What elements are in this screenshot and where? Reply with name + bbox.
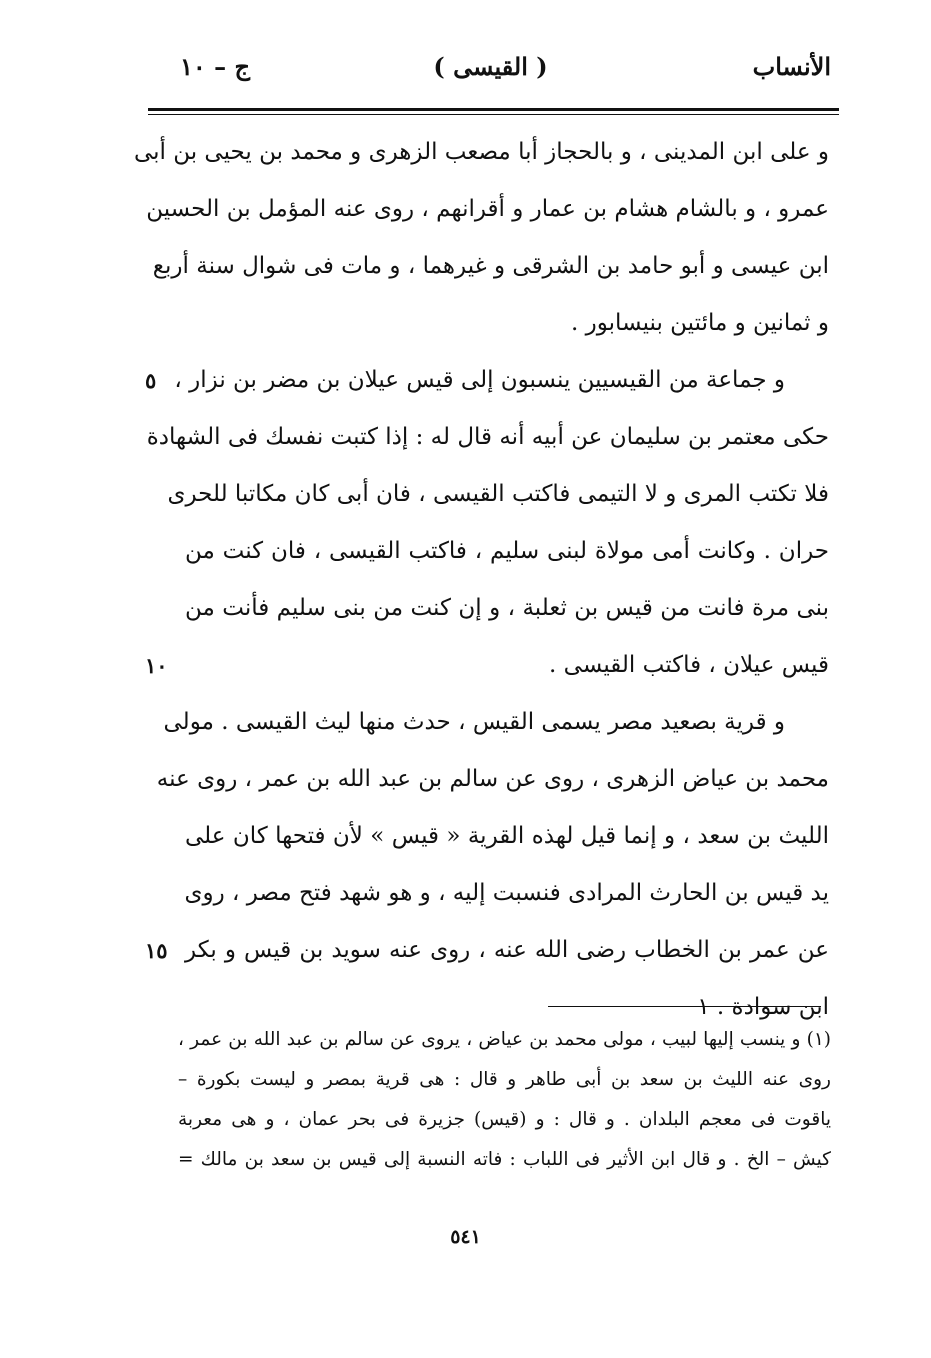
text-line	[185, 808, 829, 865]
line-number: ١٠	[145, 653, 168, 678]
text-line	[167, 466, 829, 523]
footnote-line: (١) و ينسب إليها لبيب ، مولى محمد بن عياض ، يروى عن سالم بن عبد الله بن عمر ،	[178, 1029, 831, 1050]
text-line	[145, 637, 829, 694]
line-text: عن عمر بن الخطاب رضى الله عنه ، روى عنه سويد بن قيس و بكر	[185, 937, 829, 963]
footnote-line: كيش – الخ . و قال ابن الأثير فى اللباب : فاته النسبة إلى قيس بن سعد بن مالك =	[178, 1149, 831, 1170]
line-text: و على ابن المدينى ، و بالحجاز أبا مصعب الزهرى و محمد بن يحيى بن أبى	[133, 139, 829, 165]
line-text: و قرية بصعيد مصر يسمى القيس ، حدث منها ليث القيسى . مولى	[163, 709, 785, 735]
line-number: ١٥	[145, 938, 168, 963]
line-text: و ثمانين و مائتين بنيسابور .	[571, 310, 829, 336]
text-line	[145, 922, 829, 979]
footnotes	[178, 1020, 831, 1180]
text-line	[133, 124, 829, 181]
line-text: بنى مرة فانت من قيس بن ثعلبة ، و إن كنت من بنى سليم فأنت من	[185, 595, 829, 621]
book-title: الأنساب	[752, 52, 831, 81]
page-number: ٥٤١	[450, 1226, 481, 1248]
line-text: و جماعة من القيسيين ينسبون إلى قيس عيلان بن مضر بن نزار ،	[174, 367, 785, 393]
footnote-line: ياقوت فى معجم البلدان . و قال : و (قيس) جزيرة فى بحر عمان ، و هى معربة	[178, 1109, 831, 1130]
line-text: عمرو ، و بالشام هشام بن عمار و أقرانهم ، روى عنه المؤمل بن الحسين	[146, 196, 829, 222]
text-line	[156, 751, 829, 808]
line-number: ٥	[145, 368, 157, 393]
text-line	[152, 238, 829, 295]
line-text: محمد بن عياض الزهرى ، روى عن سالم بن عبد الله بن عمر ، روى عنه	[156, 766, 829, 792]
text-line	[146, 409, 829, 466]
body-text	[133, 124, 829, 1036]
volume-label: ج – ١٠	[180, 52, 250, 81]
text-line	[185, 523, 829, 580]
header-rule-thin	[148, 114, 839, 115]
text-line	[146, 181, 829, 238]
text-line	[185, 580, 829, 637]
line-text: قيس عيلان ، فاكتب القيسى .	[549, 652, 829, 678]
text-line	[163, 694, 829, 751]
running-header	[150, 52, 831, 92]
text-line	[145, 352, 829, 409]
line-text: حران . وكانت أمى مولاة لبنى سليم ، فاكتب القيسى ، فان كنت من	[185, 538, 829, 564]
line-text: حكى معتمر بن سليمان عن أبيه أنه قال له : إذا كتبت نفسك فى الشهادة	[146, 424, 829, 450]
text-line	[185, 865, 829, 922]
footnote-line: روى عنه الليث بن سعد بن أبى طاهر و قال : هى قرية بمصر و ليست بكورة –	[178, 1069, 831, 1090]
line-text: يد قيس بن الحارث المرادى فنسبت إليه ، و هو شهد فتح مصر ، روى	[184, 880, 829, 906]
line-text: الليث بن سعد ، و إنما قيل لهذه القرية « قيس » لأن فتحها كان على	[185, 823, 829, 849]
header-rule	[148, 108, 839, 111]
footnote-rule	[548, 1006, 821, 1007]
line-text: ابن سوادة . ١	[697, 994, 829, 1020]
line-text: ابن عيسى و أبو حامد بن الشرقى و غيرهما ، و مات فى شوال سنة أربع	[152, 253, 829, 279]
line-text: فلا تكتب المرى و لا التيمى فاكتب القيسى ، فان أبى كان مكاتبا للحرى	[167, 481, 829, 507]
text-line	[185, 295, 829, 352]
entry-title: ( القيسى )	[433, 52, 548, 81]
